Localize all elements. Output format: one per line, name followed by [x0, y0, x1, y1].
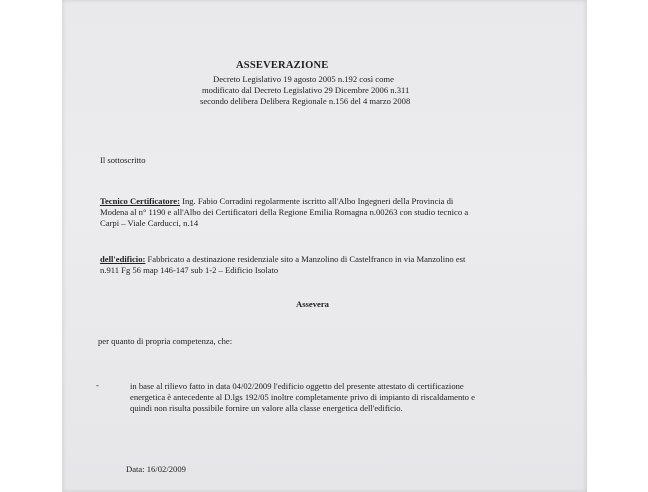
bullet-line-1: in base al rilievo fatto in data 04/02/2009 l'edificio oggetto del presente attestato di certificazione [130, 381, 464, 391]
date-line: Data: 16/02/2009 [126, 464, 186, 474]
tecnico-line-1 [100, 196, 453, 206]
edificio-line-2: n.911 Fg 56 map 146-147 sub 1-2 – Edificio Isolato [100, 265, 279, 275]
edificio-text-1: Fabbricato a destinazione residenziale sito a Manzolino di Castelfranco in via Manzolino est [145, 254, 466, 264]
decree-line-2: modificato dal Decreto Legislativo 29 Dicembre 2006 n.311 [202, 85, 410, 95]
bullet-line-3: quindi non risulta possibile fornire un valore alla classe energetica dell'edificio. [130, 403, 403, 413]
decree-line-3: secondo delibera Delibera Regionale n.156 del 4 marzo 2008 [200, 96, 411, 106]
tecnico-line-3: Carpi – Viale Carducci, n.14 [100, 218, 199, 228]
tecnico-line-2: Modena al n° 1190 e all'Albo dei Certificatori della Regione Emilia Romagna n.00263 con studio tecnico a [100, 207, 469, 217]
document-page [62, 0, 587, 492]
bullet-line-2: energetica è antecedente al D.lgs 192/05 inoltre completamente privo di impianto di riscaldamento e [130, 392, 475, 402]
document-title: ASSEVERAZIONE [236, 60, 329, 71]
intro-text: Il sottoscritto [100, 155, 146, 165]
competenza-text: per quanto di propria competenza, che: [98, 336, 233, 346]
edificio-line-1 [100, 254, 465, 264]
edificio-label: dell'edificio: [100, 254, 146, 264]
decree-line-1: Decreto Legislativo 19 agosto 2005 n.192 così come [213, 74, 394, 84]
tecnico-label: Tecnico Certificatore: [100, 196, 180, 206]
tecnico-text-1: Ing. Fabio Corradini regolarmente iscritto all'Albo Ingegneri della Provincia di [179, 196, 454, 206]
assevera-heading: Assevera [296, 299, 329, 309]
bullet-marker: - [96, 380, 99, 390]
